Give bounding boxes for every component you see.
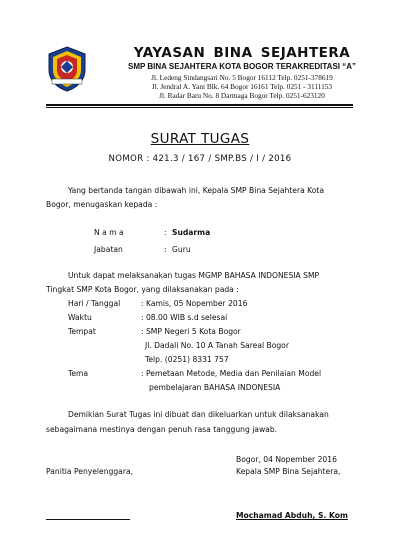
position-value: Guru xyxy=(172,245,191,254)
address-line-1: Jl. Ledeng Sindangsari No. 5 Bogor 16112 Telp. 0251-378619 xyxy=(151,73,333,82)
document-title: SURAT TUGAS xyxy=(150,131,250,147)
name-label: N a m a xyxy=(94,228,124,237)
intro-line-1: Yang bertanda tangan dibawah ini, Kepala SMP Bina Sejahtera Kota xyxy=(68,186,325,195)
time-value: : 08.00 WIB s.d selesai xyxy=(141,313,228,322)
closing-line-1: Demikian Surat Tugas ini dibuat dan dikeluarkan untuk dilaksanakan xyxy=(68,410,329,419)
principal-title: Kepala SMP Bina Sejahtera, xyxy=(236,467,341,476)
org-name: YAYASAN BINA SEJAHTERA xyxy=(133,45,351,61)
task-line-1: Untuk dapat melaksanakan tugas MGMP BAHASA INDONESIA SMP xyxy=(68,271,320,280)
place-value-3: Telp. (0251) 8331 757 xyxy=(145,355,229,364)
theme-value-1: : Pemetaan Metode, Media dan Penilaian Model xyxy=(141,369,322,378)
signer-name: Mochamad Abduh, S. Kom xyxy=(236,511,348,520)
intro-line-2: Bogor, menugaskan kepada : xyxy=(46,200,158,209)
place-value-2: Jl. Dadali No. 10 A Tanah Sareal Bogor xyxy=(145,341,289,350)
time-label: Waktu xyxy=(68,313,92,322)
document-number: NOMOR : 421.3 / 167 / SMP.BS / I / 2016 xyxy=(108,154,292,164)
task-line-2: Tingkat SMP Kota Bogor, yang dilaksanakan pada : xyxy=(46,285,239,294)
position-separator: : xyxy=(164,245,167,254)
place-date: Bogor, 04 Nopember 2016 xyxy=(236,455,337,464)
committee-signature-line xyxy=(46,519,130,520)
address-line-2: Jl. Jendral A. Yani Blk. 64 Bogor 16161 Telp. 0251 - 3111153 xyxy=(151,82,333,91)
address-line-3: Jl. Radar Baru No. 8 Darmaga Bogor Telp. 0251-623120 xyxy=(159,91,325,100)
committee-label: Panitia Penyelenggara, xyxy=(46,467,134,476)
date-label: Hari / Tanggal xyxy=(68,299,121,308)
name-separator: : xyxy=(164,228,167,237)
place-value-1: : SMP Negeri 5 Kota Bogor xyxy=(141,327,241,336)
position-label: Jabatan xyxy=(94,245,123,254)
school-logo-icon xyxy=(46,46,88,92)
theme-value-2: pembelajaran BAHASA INDONESIA xyxy=(149,383,281,392)
school-name: SMP BINA SEJAHTERA KOTA BOGOR TERAKREDITASI “A” xyxy=(127,62,356,71)
date-value: : Kamis, 05 Nopember 2016 xyxy=(141,299,248,308)
closing-line-2: sebagaimana mestinya dengan penuh rasa tanggung jawab. xyxy=(46,425,278,434)
name-value: Sudarma xyxy=(172,228,211,237)
theme-label: Tema xyxy=(68,369,89,378)
place-label: Tempat xyxy=(68,327,96,336)
letterhead-rule-thin xyxy=(46,107,353,108)
letterhead-rule-thick xyxy=(46,104,353,106)
